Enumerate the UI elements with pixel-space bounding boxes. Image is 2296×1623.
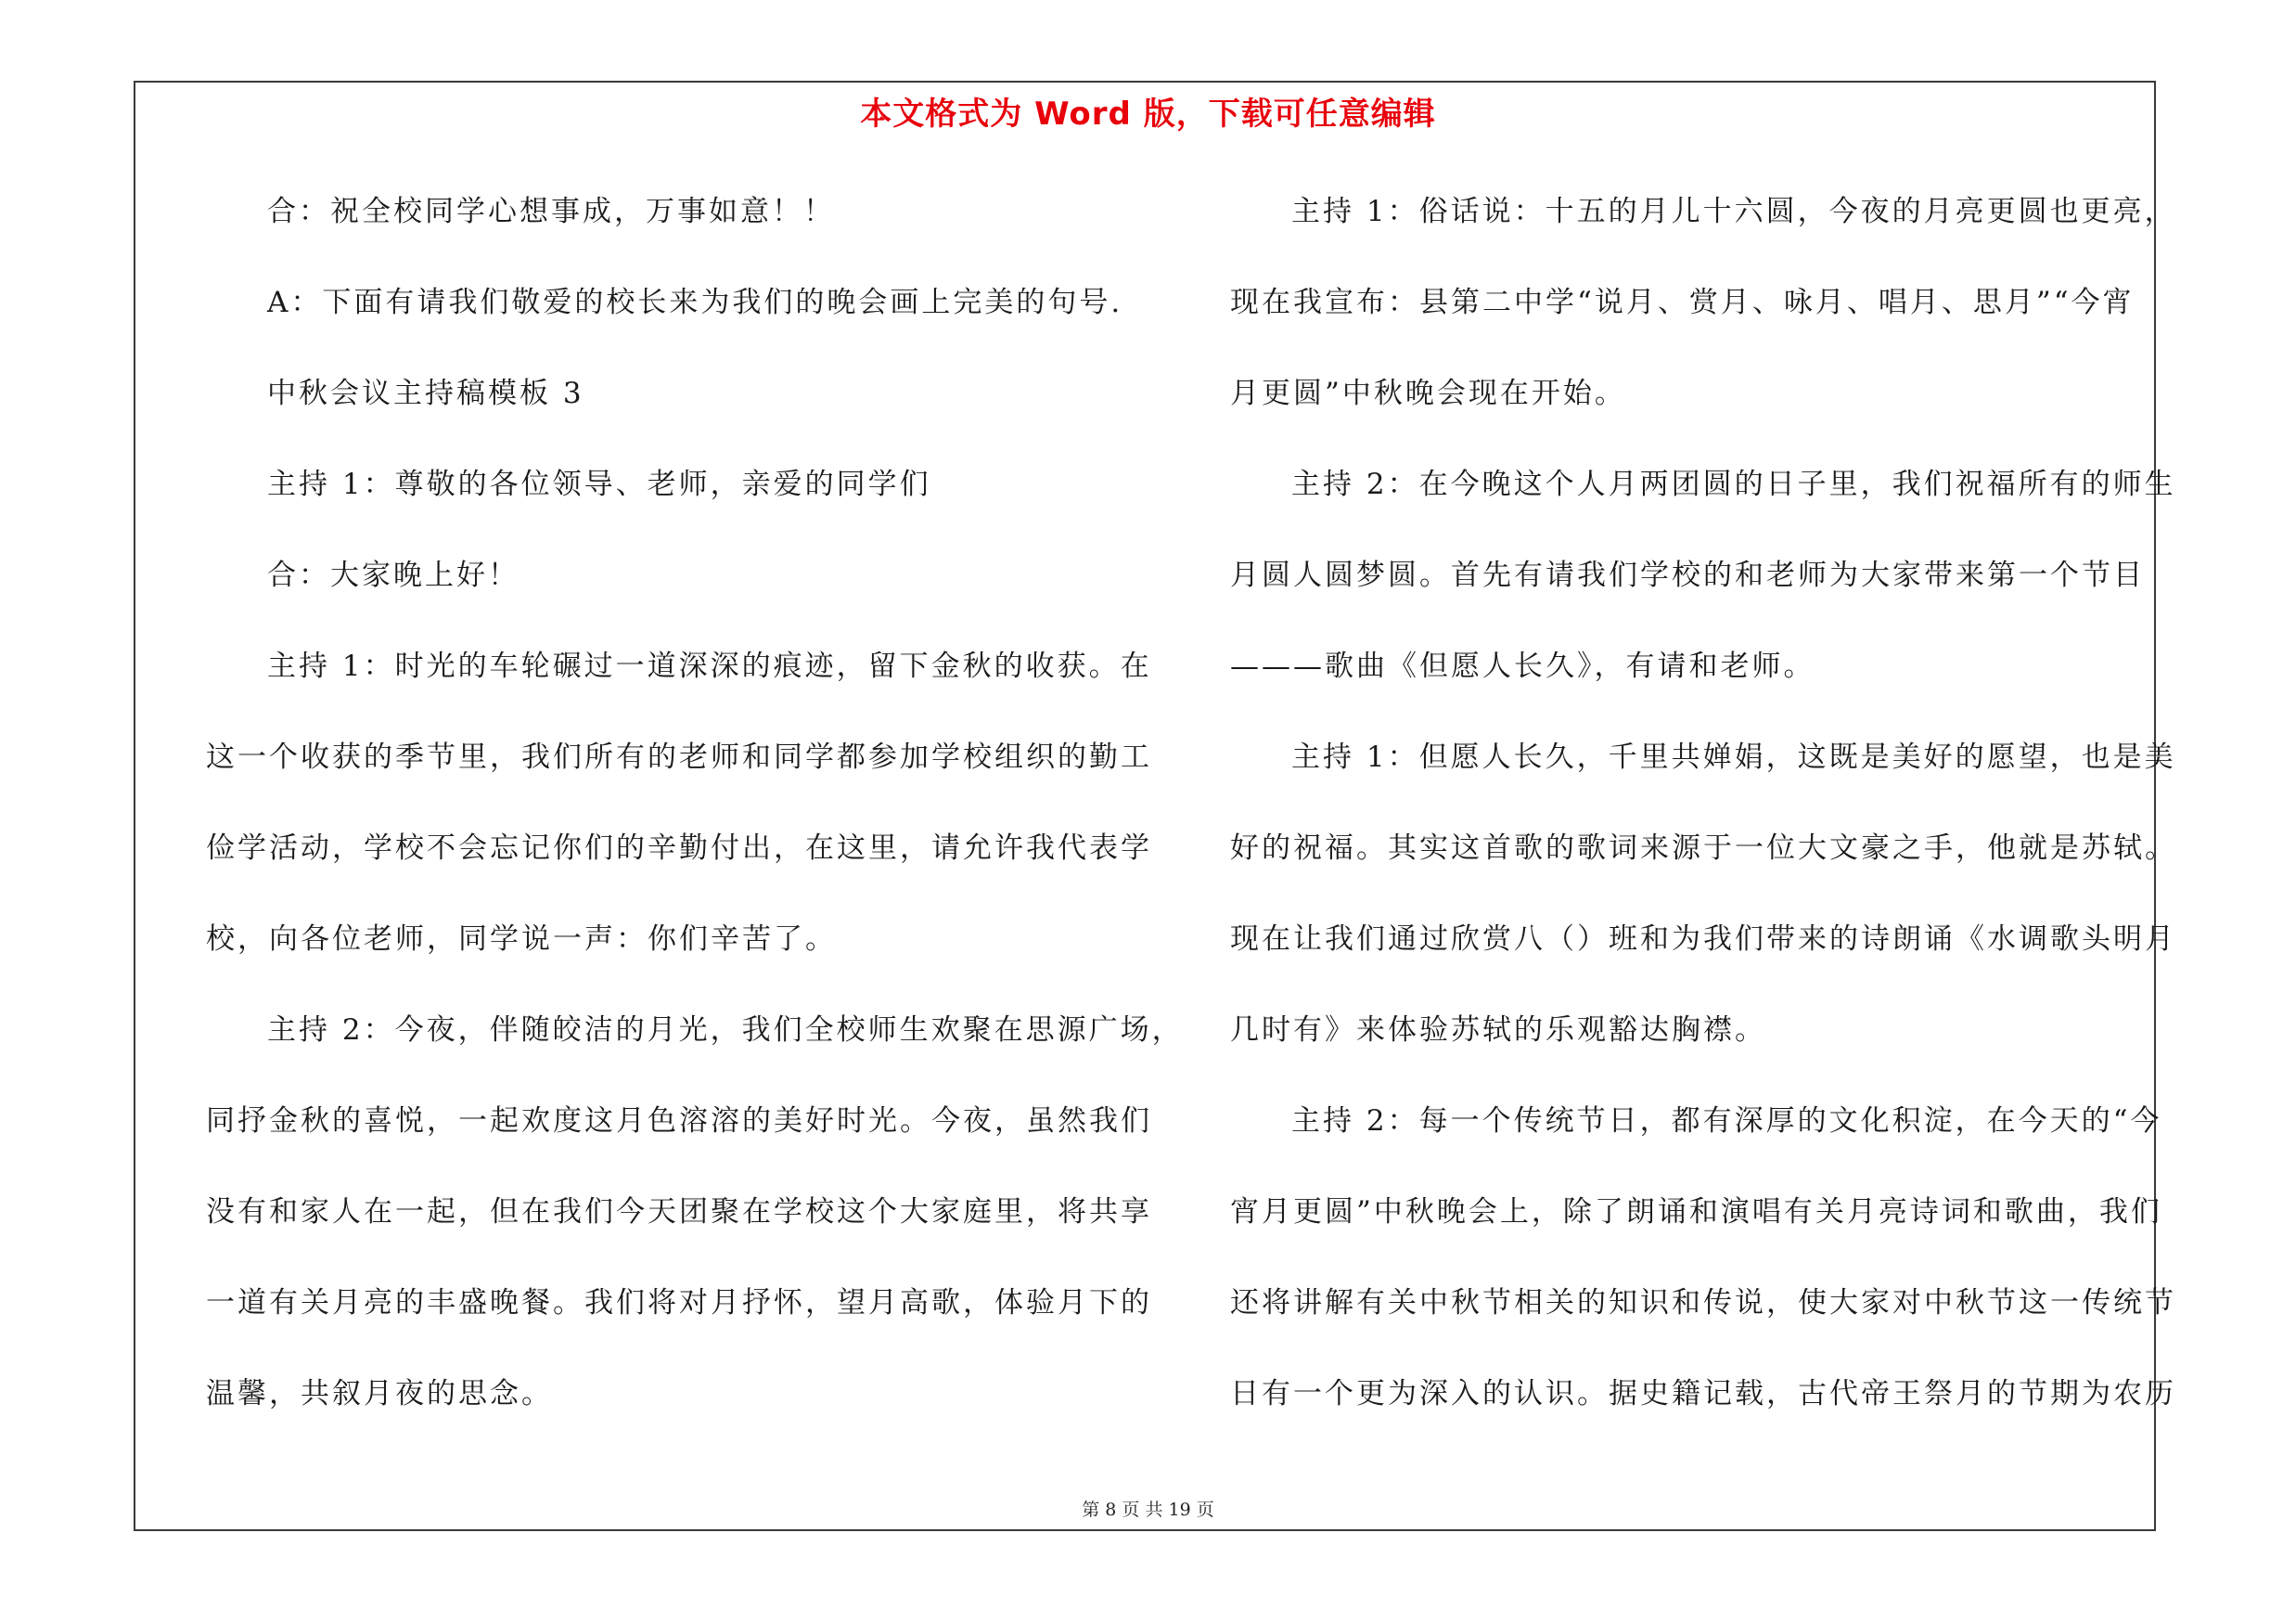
text-line: 现在我宣布：县第二中学“说月、赏月、咏月、唱月、思月”“今宵 [1230, 286, 2135, 319]
text-line: 温馨，共叙月夜的思念。 [206, 1377, 553, 1410]
text-line: 月更圆”中秋晚会现在开始。 [1230, 377, 1626, 410]
text-line: 一道有关月亮的丰盛晚餐。我们将对月抒怀，望月高歌，体验月下的 [206, 1286, 1152, 1320]
text-line: 合：祝全校同学心想事成，万事如意！！ [267, 195, 835, 228]
page-number-footer: 第 8 页 共 19 页 [1082, 1500, 1214, 1520]
text-line: 主持 2：在今晚这个人月两团圆的日子里，我们祝福所有的师生 [1291, 468, 2176, 501]
text-line: 几时有》来体验苏轼的乐观豁达胸襟。 [1230, 1013, 1766, 1047]
text-line: A：下面有请我们敬爱的校长来为我们的晚会画上完美的句号. [267, 286, 1123, 319]
text-line: 主持 1：俗话说：十五的月儿十六圆，今夜的月亮更圆也更亮， [1291, 195, 2176, 228]
left-column [206, 182, 1184, 1455]
text-line: 月圆人圆梦圆。首先有请我们学校的和老师为大家带来第一个节目 [1230, 559, 2145, 592]
text-line: 同抒金秋的喜悦，一起欢度这月色溶溶的美好时光。今夜，虽然我们 [206, 1104, 1152, 1138]
text-line: 还将讲解有关中秋节相关的知识和传说，使大家对中秋节这一传统节 [1230, 1286, 2176, 1320]
format-banner: 本文格式为 Word 版，下载可任意编辑 [860, 96, 1436, 133]
text-line: 日有一个更为深入的认识。据史籍记载，古代帝王祭月的节期为农历 [1230, 1377, 2176, 1410]
right-column [1230, 182, 2176, 1455]
text-line: 没有和家人在一起，但在我们今天团聚在学校这个大家庭里，将共享 [206, 1195, 1152, 1229]
text-line: 中秋会议主持稿模板 3 [267, 377, 584, 410]
text-line: 宵月更圆”中秋晚会上，除了朗诵和演唱有关月亮诗词和歌曲，我们 [1230, 1195, 2162, 1229]
text-line: ———歌曲《但愿人长久》，有请和老师。 [1230, 650, 1815, 683]
text-line: 俭学活动，学校不会忘记你们的辛勤付出，在这里，请允许我代表学 [206, 831, 1152, 865]
text-line: 主持 1：但愿人长久，千里共婵娟，这既是美好的愿望，也是美 [1291, 741, 2176, 774]
text-line: 合：大家晚上好！ [267, 559, 519, 592]
text-line: 主持 1：时光的车轮碾过一道深深的痕迹，留下金秋的收获。在 [267, 650, 1152, 683]
text-line: 主持 1：尊敬的各位领导、老师，亲爱的同学们 [267, 468, 931, 501]
text-line: 主持 2：今夜，伴随皎洁的月光，我们全校师生欢聚在思源广场， [267, 1013, 1184, 1047]
text-line: 这一个收获的季节里，我们所有的老师和同学都参加学校组织的勤工 [206, 741, 1152, 774]
text-line: 校，向各位老师，同学说一声：你们辛苦了。 [206, 922, 837, 956]
text-line: 现在让我们通过欣赏八（）班和为我们带来的诗朗诵《水调歌头明月 [1230, 922, 2176, 956]
text-line: 主持 2：每一个传统节日，都有深厚的文化积淀，在今天的“今 [1291, 1104, 2162, 1138]
text-line: 好的祝福。其实这首歌的歌词来源于一位大文豪之手，他就是苏轼。 [1230, 831, 2176, 865]
